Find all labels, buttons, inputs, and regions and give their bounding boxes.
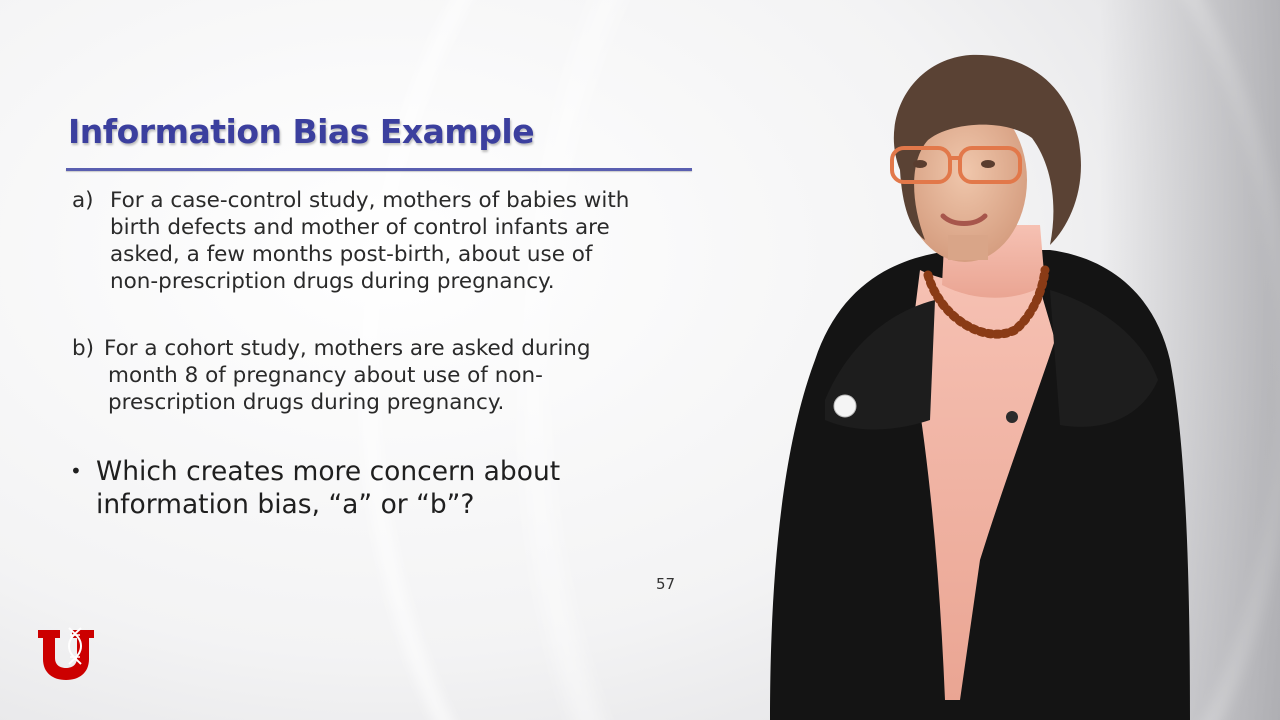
title-underline [66, 168, 692, 171]
page-number: 57 [656, 575, 676, 593]
item-a-line: asked, a few months post-birth, about use of [110, 242, 593, 267]
question-bullet [70, 455, 560, 521]
item-b-line: month 8 of pregnancy about use of non- [108, 363, 543, 388]
item-marker-a: a) [72, 188, 94, 213]
item-a-line: non-prescription drugs during pregnancy. [110, 269, 555, 294]
presenter-photo [760, 40, 1200, 720]
bullet-dot: • [70, 459, 82, 483]
item-a-line: For a case-control study, mothers of babies with [110, 188, 630, 213]
question-line: information bias, “a” or “b”? [96, 489, 475, 520]
university-u-logo-icon [36, 626, 96, 682]
item-marker-b: b) [72, 336, 95, 361]
list-item-b [72, 335, 591, 416]
item-b-line: For a cohort study, mothers are asked during [104, 336, 591, 361]
list-item-a [72, 187, 629, 295]
item-b-line: prescription drugs during pregnancy. [108, 390, 505, 415]
item-a-line: birth defects and mother of control infants are [110, 215, 610, 240]
slide-title: Information Bias Example [68, 112, 535, 151]
question-line: Which creates more concern about [96, 456, 561, 487]
